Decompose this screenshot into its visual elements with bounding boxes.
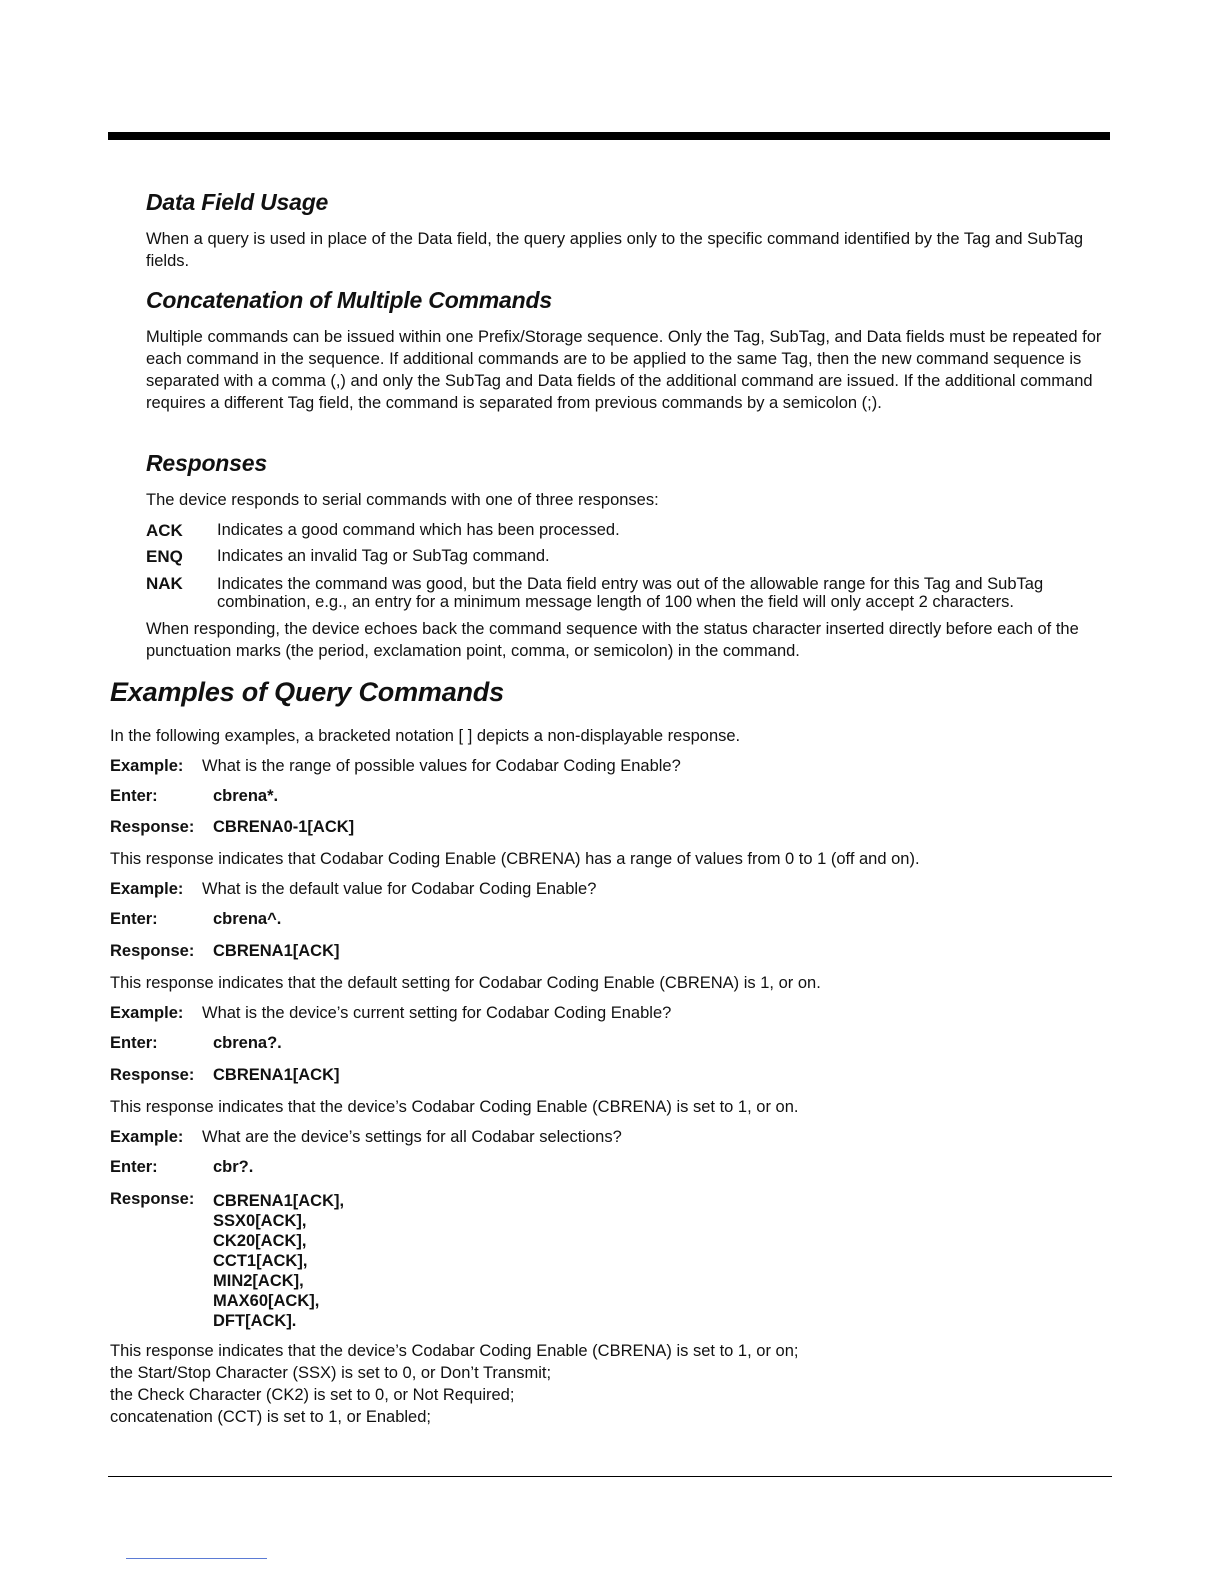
heading-examples: Examples of Query Commands [110,677,504,707]
example-question: What are the device’s settings for all Codabar selections? [202,1128,622,1146]
response-label: Response: [110,1190,195,1208]
example-question: What is the default value for Codabar Coding Enable? [202,880,597,898]
enter-command: cbrena?. [213,1034,282,1052]
response-line: CBRENA1[ACK], [213,1192,345,1210]
response-line: SSX0[ACK], [213,1212,307,1230]
example-label: Example: [110,880,184,898]
response-label: Response: [110,1066,195,1084]
enter-command: cbr?. [213,1158,254,1176]
response-desc-nak: Indicates the command was good, but the Data field entry was out of the allowable range for this Tag and SubTag combination, e.g., an entry for a minimum message length of 100 when the field will only accept 2 characters. [217,575,1044,611]
footer-rule [108,1476,1112,1477]
enter-label: Enter: [110,1158,158,1176]
example-explanation: This response indicates that Codabar Coding Enable (CBRENA) has a range of values from 0 to 1 (off and on). [110,850,920,868]
response-value: CBRENA1[ACK] [213,942,340,960]
enter-label: Enter: [110,910,158,928]
example-question: What is the range of possible values for Codabar Coding Enable? [202,757,681,775]
response-code-nak: NAK [146,574,183,593]
data-field-usage-body: When a query is used in place of the Data field, the query applies only to the specific command identified by the Tag and SubTag fields. [146,230,1084,270]
response-value-list [213,1191,344,1331]
response-label: Response: [110,942,195,960]
example-label: Example: [110,1004,184,1022]
explanation-line: concatenation (CCT) is set to 1, or Enabled; [110,1408,431,1426]
responses-intro: The device responds to serial commands with one of three responses: [146,491,659,509]
response-code-ack: ACK [146,521,183,540]
example-label: Example: [110,1128,184,1146]
heading-responses: Responses [146,450,267,476]
response-line: CCT1[ACK], [213,1252,308,1270]
footer-link-underline [126,1558,267,1559]
response-line: MIN2[ACK], [213,1272,304,1290]
header-rule [108,132,1110,140]
examples-intro: In the following examples, a bracketed notation [ ] depicts a non-displayable response. [110,727,741,745]
enter-command: cbrena*. [213,787,279,805]
responses-outro: When responding, the device echoes back the command sequence with the status character inserted directly before each of the punctuation marks (the period, exclamation point, comma, or semicolon) in the command. [146,620,1079,660]
heading-concatenation: Concatenation of Multiple Commands [146,287,552,313]
example-explanation: This response indicates that the device’s Codabar Coding Enable (CBRENA) is set to 1, or on. [110,1098,799,1116]
response-line: CK20[ACK], [213,1232,307,1250]
example-question: What is the device’s current setting for Codabar Coding Enable? [202,1004,672,1022]
response-code-enq: ENQ [146,547,183,566]
example-explanation [110,1340,798,1428]
response-line: DFT[ACK]. [213,1312,297,1330]
explanation-line: This response indicates that the device’s Codabar Coding Enable (CBRENA) is set to 1, or on; [110,1342,799,1360]
response-desc-enq: Indicates an invalid Tag or SubTag command. [217,547,550,565]
response-value: CBRENA0-1[ACK] [213,818,355,836]
response-label: Response: [110,818,195,836]
response-desc-ack: Indicates a good command which has been processed. [217,521,620,539]
explanation-line: the Start/Stop Character (SSX) is set to 0, or Don’t Transmit; [110,1364,552,1382]
example-explanation: This response indicates that the default setting for Codabar Coding Enable (CBRENA) is 1, or on. [110,974,821,992]
explanation-line: the Check Character (CK2) is set to 0, or Not Required; [110,1386,515,1404]
enter-label: Enter: [110,787,158,805]
concatenation-body: Multiple commands can be issued within one Prefix/Storage sequence. Only the Tag, SubTag, and Data fields must be repeated for each command in the sequence. If additional commands are to be applied to the same Tag, then the new command sequence is separated with a comma (,) and only the SubTag and Data fields of the additional command are issued. If the additional command requires a different Tag field, the command is separated from previous commands by a semicolon (;). [146,328,1102,412]
heading-data-field-usage: Data Field Usage [146,189,329,215]
response-value: CBRENA1[ACK] [213,1066,340,1084]
response-line: MAX60[ACK], [213,1292,320,1310]
enter-label: Enter: [110,1034,158,1052]
enter-command: cbrena^. [213,910,282,928]
example-label: Example: [110,757,184,775]
